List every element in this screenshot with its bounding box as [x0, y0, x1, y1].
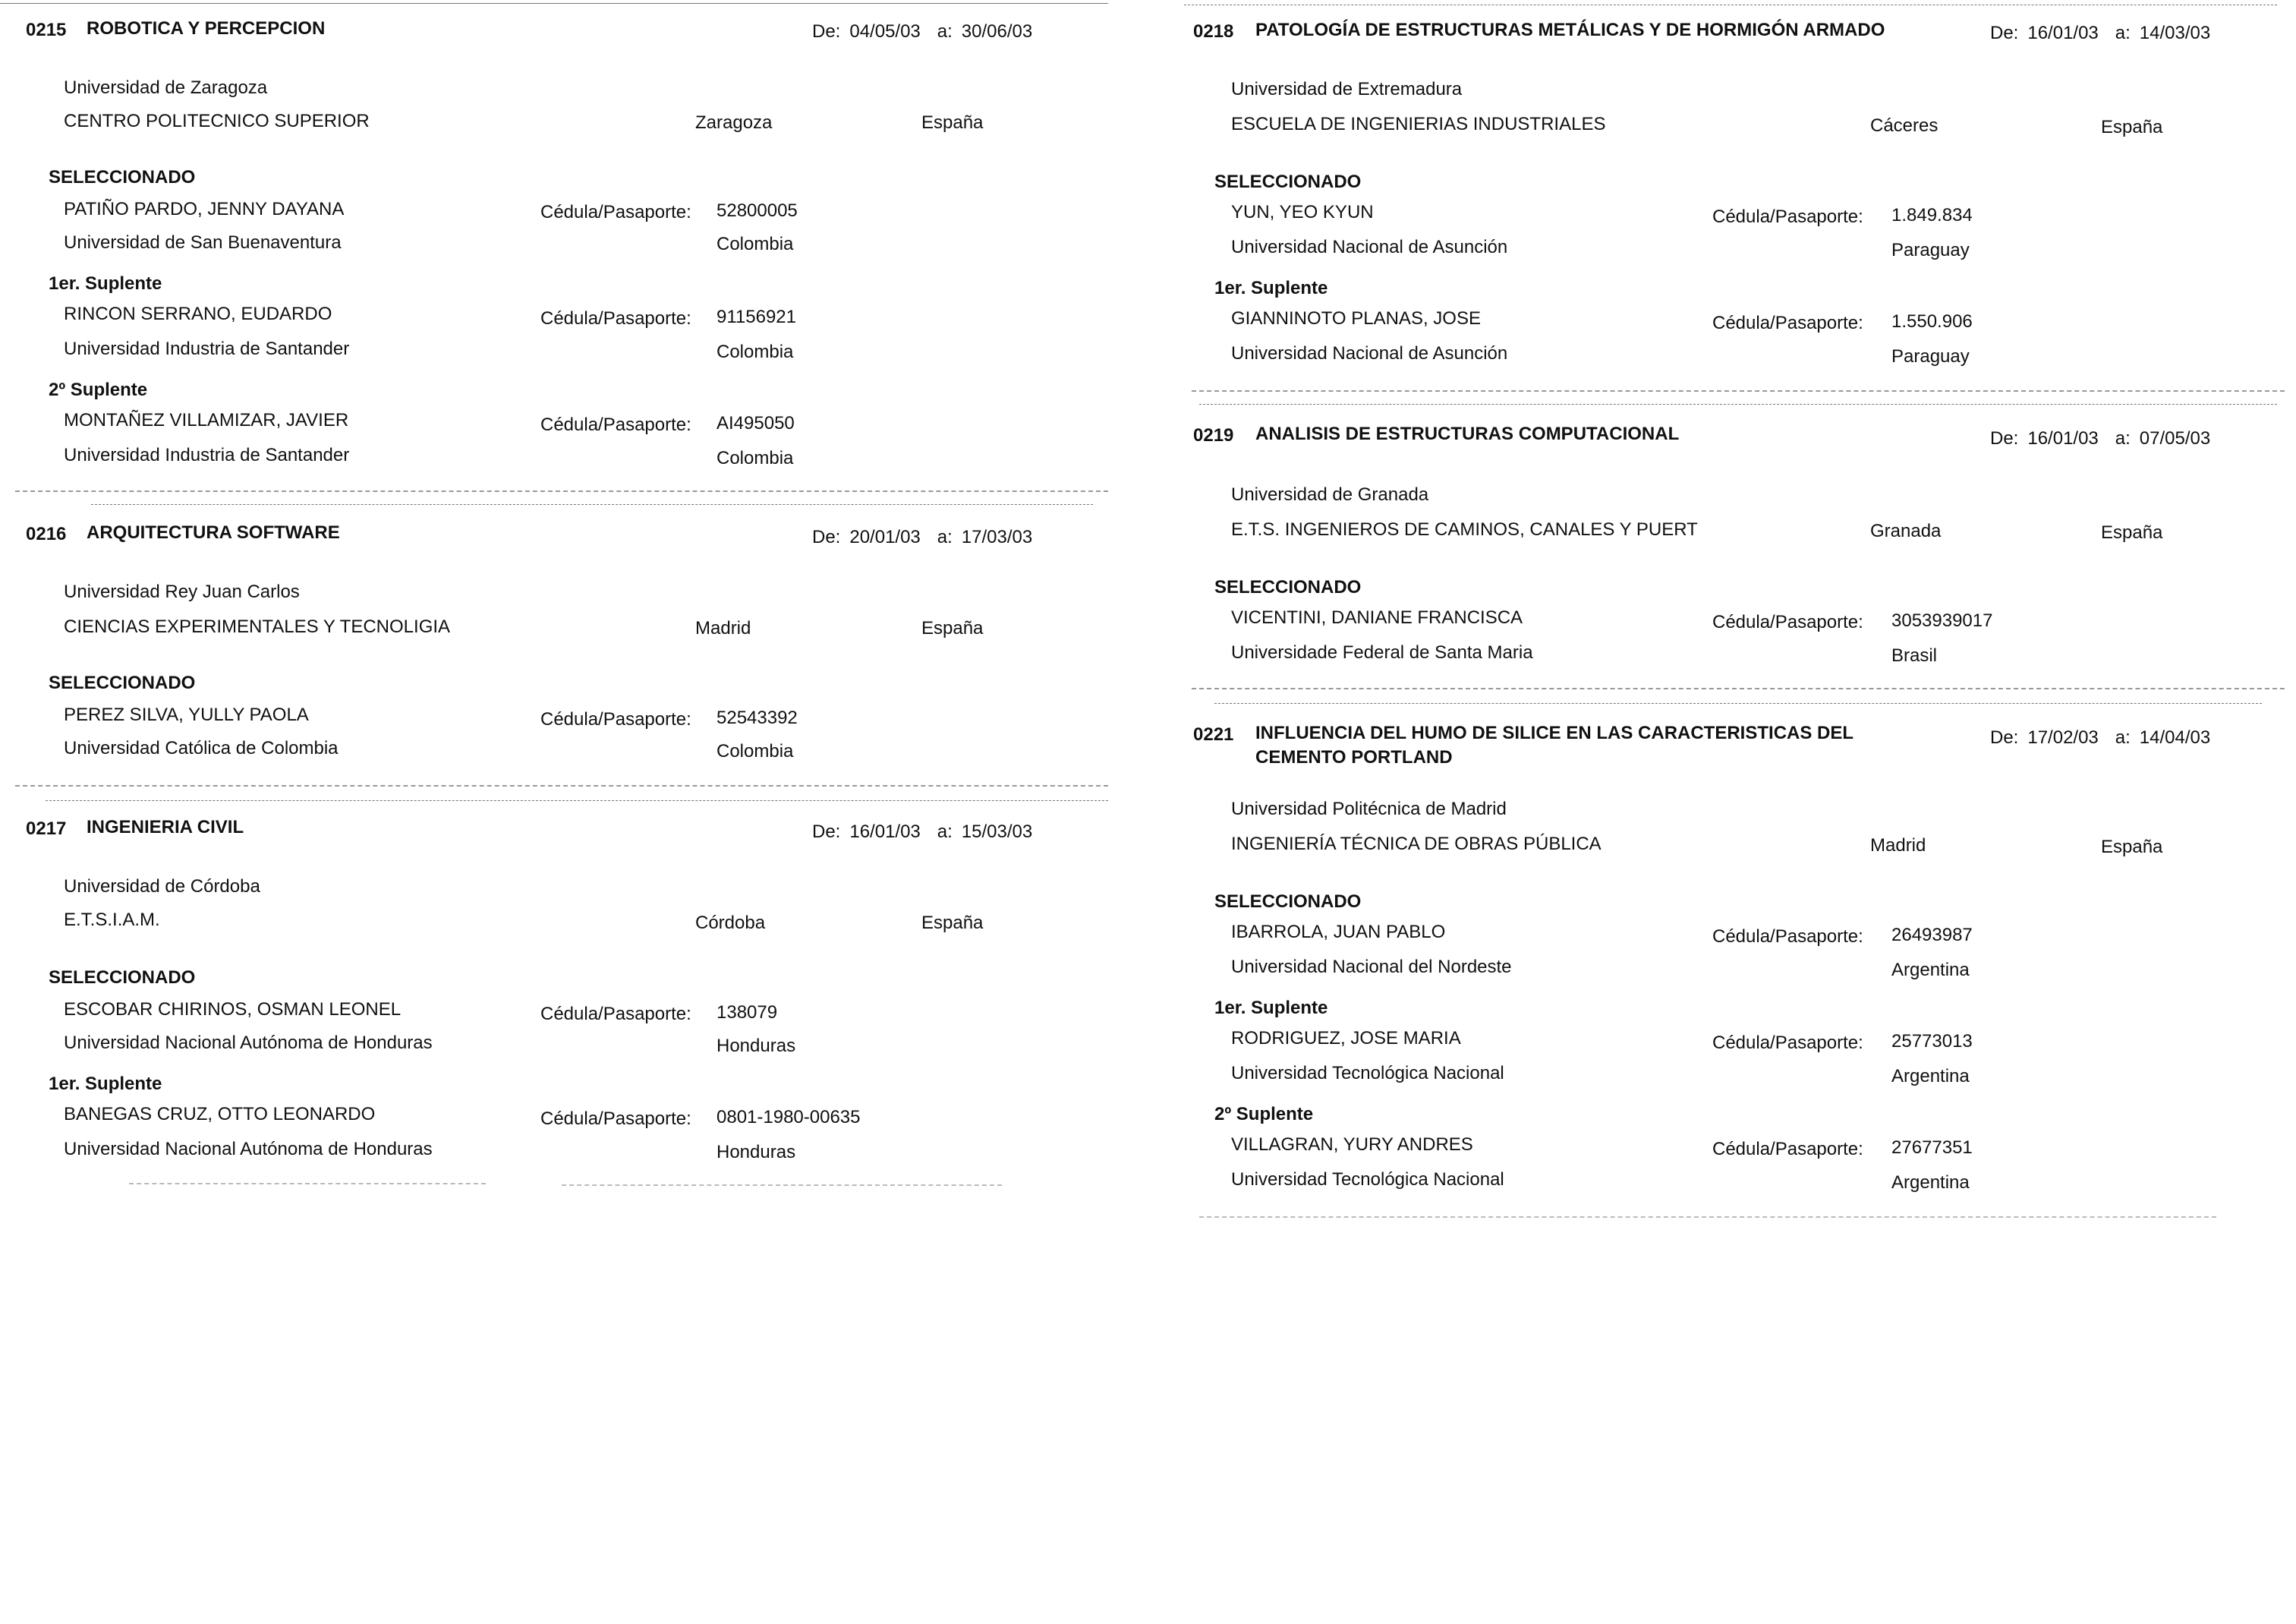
candidate-id-label: Cédula/Pasaporte:	[1712, 1033, 1863, 1053]
candidate-id: 138079	[717, 1002, 778, 1023]
candidate-country: Honduras	[717, 1142, 796, 1162]
course-dates: De: 16/01/03 a: 14/03/03	[1990, 23, 2211, 43]
separator	[1192, 688, 2285, 689]
host-center: INGENIERÍA TÉCNICA DE OBRAS PÚBLICA	[1231, 834, 1602, 854]
candidate-name: BANEGAS CRUZ, OTTO LEONARDO	[64, 1104, 376, 1124]
candidate-id: 52800005	[717, 200, 798, 221]
candidate-country: Paraguay	[1891, 346, 1970, 367]
host-center: CENTRO POLITECNICO SUPERIOR	[64, 111, 370, 131]
separator	[91, 504, 1093, 505]
candidate-id-label: Cédula/Pasaporte:	[1712, 1139, 1863, 1159]
candidate-id-label: Cédula/Pasaporte:	[540, 709, 691, 730]
candidate-university: Universidad Tecnológica Nacional	[1231, 1169, 1504, 1190]
candidate-country: Brasil	[1891, 645, 1938, 666]
candidate-id: 0801-1980-00635	[717, 1107, 861, 1127]
candidate-university: Universidad Nacional de Asunción	[1231, 237, 1508, 257]
candidate-role: 1er. Suplente	[49, 273, 162, 294]
candidate-university: Universidad Nacional de Asunción	[1231, 343, 1508, 364]
candidate-role: SELECCIONADO	[49, 167, 196, 188]
course-dates: De: 16/01/03 a: 07/05/03	[1990, 428, 2211, 449]
host-city: Cáceres	[1870, 115, 1939, 136]
host-center: E.T.S. INGENIEROS DE CAMINOS, CANALES Y PUERT	[1231, 519, 1698, 540]
candidate-id: 27677351	[1891, 1137, 1973, 1158]
candidate-id-label: Cédula/Pasaporte:	[540, 1108, 691, 1129]
candidate-name: VICENTINI, DANIANE FRANCISCA	[1231, 607, 1523, 628]
separator	[1199, 1216, 2216, 1218]
candidate-id: 26493987	[1891, 925, 1973, 945]
candidate-role: 2º Suplente	[1214, 1104, 1314, 1124]
candidate-id-label: Cédula/Pasaporte:	[1712, 612, 1863, 632]
candidate-id-label: Cédula/Pasaporte:	[1712, 926, 1863, 947]
candidate-country: Honduras	[717, 1036, 796, 1056]
host-university: Universidad de Zaragoza	[64, 77, 268, 98]
course-title: INFLUENCIA DEL HUMO DE SILICE EN LAS CARACTERISTICAS DEL CEMENTO PORTLAND	[1255, 723, 1853, 768]
separator	[129, 1183, 486, 1184]
candidate-id-label: Cédula/Pasaporte:	[1712, 313, 1863, 333]
course-code: 0217	[26, 818, 67, 839]
host-city: Córdoba	[695, 913, 766, 933]
candidate-role: SELECCIONADO	[1214, 172, 1362, 192]
host-country: España	[2101, 522, 2163, 543]
course-dates: De: 04/05/03 a: 30/06/03	[812, 21, 1033, 42]
candidate-name: PEREZ SILVA, YULLY PAOLA	[64, 705, 309, 725]
candidate-id-label: Cédula/Pasaporte:	[540, 1004, 691, 1024]
candidate-country: Argentina	[1891, 960, 1970, 980]
candidate-id: AI495050	[717, 413, 795, 434]
host-university: Universidad de Córdoba	[64, 876, 260, 897]
host-university: Universidad de Extremadura	[1231, 79, 1463, 99]
candidate-name: VILLAGRAN, YURY ANDRES	[1231, 1134, 1473, 1155]
course-code: 0218	[1193, 21, 1234, 42]
separator	[1192, 390, 2285, 392]
candidate-role: 2º Suplente	[49, 380, 148, 400]
candidate-university: Universidad Católica de Colombia	[64, 738, 339, 758]
candidate-name: YUN, YEO KYUN	[1231, 202, 1374, 222]
candidate-id: 25773013	[1891, 1031, 1973, 1052]
course-title: ARQUITECTURA SOFTWARE	[87, 522, 340, 543]
candidate-role: SELECCIONADO	[49, 673, 196, 693]
host-city: Madrid	[695, 618, 751, 639]
separator	[46, 800, 1108, 801]
separator	[0, 3, 1108, 4]
host-country: España	[921, 112, 984, 133]
candidate-id: 1.849.834	[1891, 205, 1973, 225]
host-city: Madrid	[1870, 835, 1926, 856]
candidate-name: ESCOBAR CHIRINOS, OSMAN LEONEL	[64, 999, 402, 1020]
host-university: Universidad de Granada	[1231, 484, 1429, 505]
candidate-name: RODRIGUEZ, JOSE MARIA	[1231, 1028, 1461, 1049]
candidate-country: Paraguay	[1891, 240, 1970, 260]
separator	[15, 785, 1108, 787]
candidate-id: 91156921	[717, 307, 796, 327]
host-city: Zaragoza	[695, 112, 773, 133]
candidate-name: PATIÑO PARDO, JENNY DAYANA	[64, 199, 345, 219]
candidate-country: Colombia	[717, 234, 794, 254]
candidate-university: Universidad Nacional del Nordeste	[1231, 957, 1512, 977]
candidate-id: 1.550.906	[1891, 311, 1973, 332]
separator	[1214, 703, 2262, 704]
candidate-id-label: Cédula/Pasaporte:	[540, 415, 691, 435]
candidate-role: 1er. Suplente	[1214, 278, 1328, 298]
candidate-name: IBARROLA, JUAN PABLO	[1231, 922, 1446, 942]
candidate-country: Argentina	[1891, 1066, 1970, 1086]
separator	[1199, 404, 2277, 405]
candidate-university: Universidad Tecnológica Nacional	[1231, 1063, 1504, 1083]
candidate-id-label: Cédula/Pasaporte:	[540, 202, 691, 222]
course-title: ANALISIS DE ESTRUCTURAS COMPUTACIONAL	[1255, 424, 1680, 444]
candidate-id-label: Cédula/Pasaporte:	[540, 308, 691, 329]
candidate-role: SELECCIONADO	[49, 967, 196, 988]
candidate-university: Universidad Nacional Autónoma de Honduras	[64, 1139, 433, 1159]
course-code: 0216	[26, 524, 67, 544]
host-country: España	[2101, 117, 2163, 137]
course-dates: De: 20/01/03 a: 17/03/03	[812, 527, 1033, 547]
candidate-name: RINCON SERRANO, EUDARDO	[64, 304, 332, 324]
candidate-university: Universidad Nacional Autónoma de Honduras	[64, 1033, 433, 1053]
candidate-country: Colombia	[717, 741, 794, 762]
host-city: Granada	[1870, 521, 1942, 541]
host-country: España	[921, 913, 984, 933]
host-center: E.T.S.I.A.M.	[64, 910, 160, 930]
course-dates: De: 17/02/03 a: 14/04/03	[1990, 727, 2211, 748]
course-title: ROBOTICA Y PERCEPCION	[87, 18, 326, 39]
candidate-name: MONTAÑEZ VILLAMIZAR, JAVIER	[64, 410, 349, 430]
host-center: CIENCIAS EXPERIMENTALES Y TECNOLIGIA	[64, 616, 451, 637]
candidate-university: Universidad Industria de Santander	[64, 339, 350, 359]
course-code: 0219	[1193, 425, 1234, 446]
candidate-role: 1er. Suplente	[49, 1074, 162, 1094]
separator	[15, 490, 1108, 492]
course-code: 0215	[26, 20, 67, 40]
host-center: ESCUELA DE INGENIERIAS INDUSTRIALES	[1231, 114, 1606, 134]
host-country: España	[2101, 837, 2163, 857]
candidate-country: Colombia	[717, 448, 794, 468]
candidate-university: Universidad de San Buenaventura	[64, 232, 342, 253]
candidate-university: Universidade Federal de Santa Maria	[1231, 642, 1533, 663]
separator	[562, 1184, 1002, 1186]
host-university: Universidad Politécnica de Madrid	[1231, 799, 1507, 819]
course-code: 0221	[1193, 724, 1234, 745]
course-title: INGENIERIA CIVIL	[87, 817, 244, 837]
candidate-role: SELECCIONADO	[1214, 577, 1362, 598]
candidate-country: Argentina	[1891, 1172, 1970, 1193]
candidate-role: 1er. Suplente	[1214, 998, 1328, 1018]
course-title: PATOLOGÍA DE ESTRUCTURAS METÁLICAS Y DE HORMIGÓN ARMADO	[1255, 20, 1885, 40]
host-country: España	[921, 618, 984, 639]
candidate-university: Universidad Industria de Santander	[64, 445, 350, 465]
candidate-id-label: Cédula/Pasaporte:	[1712, 207, 1863, 227]
candidate-country: Colombia	[717, 342, 794, 362]
candidate-id: 3053939017	[1891, 610, 1993, 631]
candidate-role: SELECCIONADO	[1214, 891, 1362, 912]
candidate-id: 52543392	[717, 708, 798, 728]
course-dates: De: 16/01/03 a: 15/03/03	[812, 821, 1033, 842]
candidate-name: GIANNINOTO PLANAS, JOSE	[1231, 308, 1481, 329]
host-university: Universidad Rey Juan Carlos	[64, 582, 300, 602]
